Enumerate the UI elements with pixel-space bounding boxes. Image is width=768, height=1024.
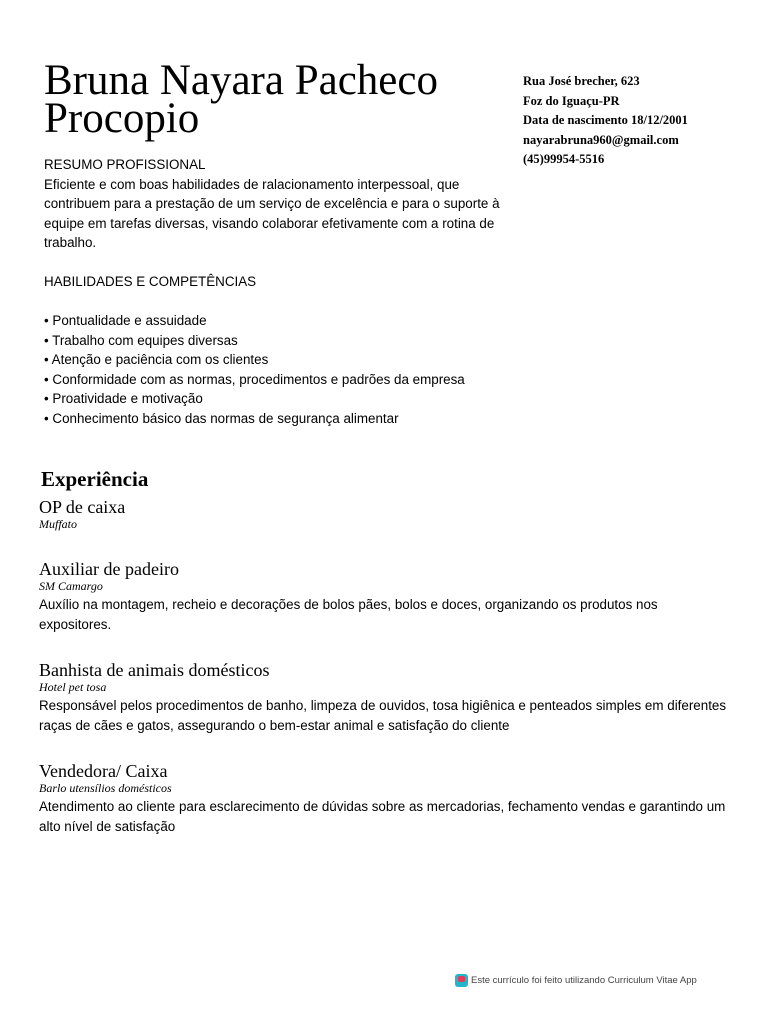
job-description: Auxílio na montagem, recheio e decorações de bolos pães, bolos e doces, organizando os produtos nos expositores. [39,597,658,632]
job-company: Hotel pet tosa [39,680,107,694]
footer-text: Este currículo foi feito utilizando Curriculum Vitae App [471,975,697,986]
summary-section [44,155,504,428]
job-entry [39,660,729,736]
candidate-name-line2: Procopio [44,95,200,142]
contact-city: Foz do Iguaçu-PR [523,93,620,108]
skill-item: • Pontualidade e assuidade [44,313,207,328]
job-title: Banhista de animais domésticos [39,660,270,680]
spacer [44,292,504,312]
skill-item: • Conhecimento básico das normas de segurança alimentar [44,410,399,426]
contact-block [523,72,753,170]
skills-heading: HABILIDADES E COMPETÊNCIAS [44,274,257,289]
job-company: Muffato [39,517,77,531]
skill-item: • Atenção e paciência com os clientes [44,352,269,367]
summary-heading: RESUMO PROFISSIONAL [44,157,206,172]
skill-item: • Proatividade e motivação [44,391,203,406]
experience-heading: Experiência [41,467,149,491]
spacer [44,253,504,273]
footer-note [455,974,697,987]
summary-text: Eficiente e com boas habilidades de ralacionamento interpessoal, que contribuem para a prestação de um serviço de excelência e para o suporte à equipe em tarefas diversas, visando colaborar efetivamente com a rotina de trabalho. [44,176,500,250]
job-company: SM Camargo [39,579,103,593]
skill-item: • Conformidade com as normas, procedimentos e padrões da empresa [44,371,465,387]
job-entry [39,761,729,837]
contact-address: Rua José brecher, 623 [523,74,640,88]
job-description: Responsável pelos procedimentos de banho, limpeza de ouvidos, tosa higiênica e penteados simples em diferentes raças de cães e gatos, assegurando o bem-estar animal e satisfação do cliente [39,698,727,733]
candidate-name [44,57,514,142]
job-title: Vendedora/ Caixa [39,761,168,781]
skills-list [44,311,504,428]
curriculum-vitae-app-icon [455,974,468,987]
contact-birth-date: Data de nascimento 18/12/2001 [523,113,688,127]
job-entry [39,497,729,531]
candidate-name-line1: Bruna Nayara Pacheco [44,57,438,104]
job-company: Barlo utensílios domésticos [39,781,172,795]
job-entry [39,559,729,635]
contact-phone: (45)99954-5516 [523,152,605,166]
job-description: Atendimento ao cliente para esclarecimento de dúvidas sobre as mercadorias, fechamento vendas e garantindo um alto nível de satisfação [39,799,726,834]
contact-email: nayarabruna960@gmail.com [523,132,679,147]
job-title: OP de caixa [39,497,126,517]
job-title: Auxiliar de padeiro [39,559,179,579]
skill-item: • Trabalho com equipes diversas [44,332,238,348]
